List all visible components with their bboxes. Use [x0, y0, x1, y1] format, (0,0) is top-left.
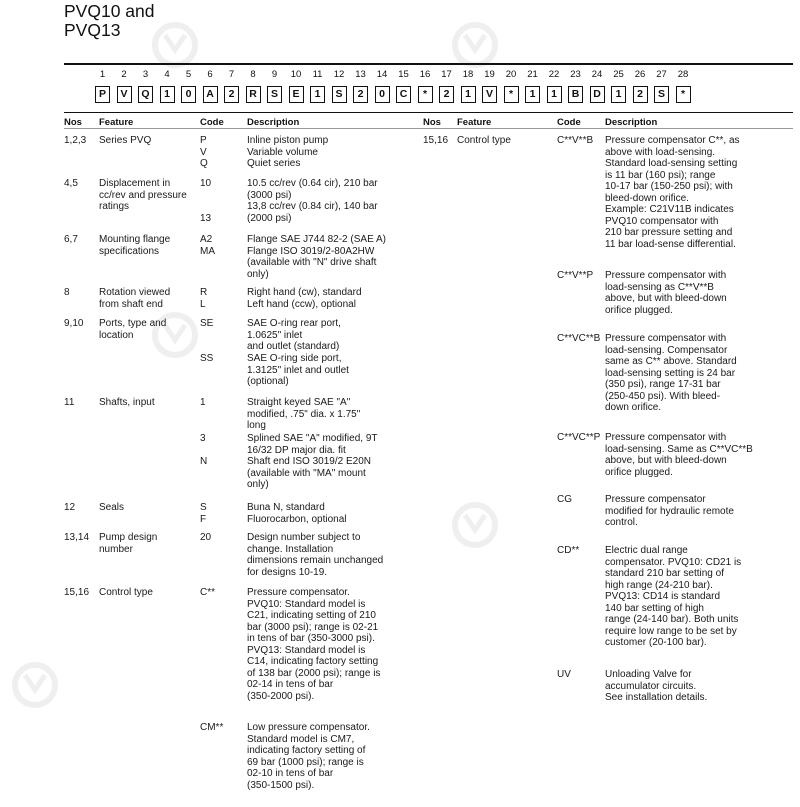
option-code: CM**: [200, 722, 224, 733]
code-box: 1: [611, 86, 626, 103]
option-code: UV: [557, 669, 571, 680]
header-rule: [64, 128, 793, 129]
option-nos: 1,2,3: [64, 135, 87, 146]
option-code: C**V**B: [557, 135, 594, 146]
option-nos: 4,5: [64, 178, 78, 189]
position-number: 16: [419, 69, 431, 80]
code-box: *: [676, 86, 691, 103]
code-box: S: [267, 86, 282, 103]
position-number: 10: [290, 69, 302, 80]
option-feature: Series PVQ: [99, 135, 152, 146]
code-box: A: [203, 86, 218, 103]
position-number: 13: [355, 69, 366, 80]
option-description: Right hand (cw), standard Left hand (ccw), optional: [247, 287, 362, 310]
option-feature: Pump design number: [99, 532, 158, 555]
code-box: Q: [138, 86, 153, 103]
model-code-boxes: [0, 86, 800, 108]
header-description-left: Description: [247, 117, 300, 128]
code-box: V: [117, 86, 132, 103]
title-line-1: PVQ10 and: [64, 1, 155, 21]
position-number: 6: [207, 69, 213, 80]
code-box: S: [332, 86, 347, 103]
option-description: Pressure compensator. PVQ10: Standard model is C21, indicating setting of 210 bar (3000 psi); range is 02-21 in tens of bar (350-3000 psi). PVQ13: Standard model is C14, indicating factory setting of 138 bar (2000 psi); range is 02-14 in tens of bar (350-2000 psi).: [247, 587, 381, 702]
option-description: Flange SAE J744 82-2 (SAE A) Flange ISO 3019/2-80A2HW (available with "N" drive shaft only): [247, 234, 386, 280]
option-code: S F: [200, 502, 207, 525]
option-code: A2 MA: [200, 234, 215, 257]
code-box: 2: [439, 86, 454, 103]
option-code: SS: [200, 353, 214, 364]
option-code: 20: [200, 532, 212, 543]
option-feature: Shafts, input: [99, 397, 155, 408]
page-title: [64, 2, 154, 40]
header-feature-right: Feature: [457, 117, 492, 128]
position-number: 5: [185, 69, 192, 80]
watermark-logo-4: [450, 500, 520, 550]
option-code: SE: [200, 318, 214, 329]
position-number: 7: [228, 69, 235, 80]
position-numbers-row: [0, 68, 800, 81]
position-number: 28: [677, 69, 689, 80]
watermark-logo-5: [10, 660, 80, 710]
option-code: CG: [557, 494, 572, 505]
option-description: Pressure compensator with load-sensing. Compensator same as C** above. Standard load-sensing setting is 24 bar (350 psi), range 17-31 bar (250-450 psi). With bleed- down orifice.: [605, 333, 737, 413]
option-feature: Ports, type and location: [99, 318, 167, 341]
option-feature: Control type: [99, 587, 153, 598]
header-nos-right: Nos: [423, 117, 441, 128]
code-box: B: [568, 86, 583, 103]
option-nos: 9,10: [64, 318, 84, 329]
code-box: S: [654, 86, 669, 103]
option-description: Pressure compensator C**, as above with load-sensing. Standard load-sensing setting is 11 bar (160 psi); range 10-17 bar (150-250 psi); with bleed-down orifice. Example: C21V11B indicates PVQ10 compensator with 210 bar pressure setting and 11 bar load-sense differential.: [605, 135, 740, 250]
option-code: C**VC**B: [557, 333, 601, 344]
position-number: 23: [570, 69, 581, 80]
title-line-2: PVQ13: [64, 20, 121, 40]
option-code: R L: [200, 287, 208, 310]
top-rule: [64, 63, 793, 65]
option-description: Straight keyed SAE "A" modified, .75" dia. x 1.75" long: [247, 397, 361, 431]
position-number: 22: [548, 69, 560, 80]
code-box: 2: [224, 86, 239, 103]
option-description: Splined SAE "A" modified, 9T 16/32 DP major dia. fit Shaft end ISO 3019/2 E20N (available with "MA" mount only): [247, 433, 378, 490]
position-number: 18: [462, 69, 474, 80]
code-box: 1: [547, 86, 562, 103]
code-box: 0: [181, 86, 196, 103]
code-rule: [64, 112, 793, 113]
position-number: 9: [271, 69, 278, 80]
option-description: Unloading Valve for accumulator circuits. See installation details.: [605, 669, 708, 703]
position-number: 1: [99, 69, 106, 80]
code-box: 1: [160, 86, 175, 103]
position-number: 3: [142, 69, 149, 80]
option-nos: 13,14: [64, 532, 90, 543]
position-number: 4: [164, 69, 170, 80]
option-code: 3 N: [200, 433, 208, 467]
code-box: D: [590, 86, 605, 103]
option-nos: 15,16: [423, 135, 449, 146]
option-description: Pressure compensator modified for hydraulic remote control.: [605, 494, 734, 528]
code-box: V: [482, 86, 497, 103]
code-box: 2: [633, 86, 648, 103]
position-number: 17: [441, 69, 452, 80]
position-number: 8: [250, 69, 256, 80]
code-box: 2: [353, 86, 368, 103]
header-nos-left: Nos: [64, 117, 82, 128]
option-description: Inline piston pump Variable volume Quiet series: [247, 135, 329, 169]
option-code: C**V**P: [557, 270, 594, 281]
code-box: *: [504, 86, 519, 103]
option-description: Pressure compensator with load-sensing. Same as C**VC**B above, but with bleed-down orifice plugged.: [605, 432, 753, 478]
position-number: 15: [398, 69, 409, 80]
code-box: 1: [525, 86, 540, 103]
position-number: 11: [312, 69, 323, 80]
code-box: 1: [310, 86, 325, 103]
option-code: C**: [200, 587, 216, 598]
option-feature: Displacement in cc/rev and pressure ratings: [99, 178, 187, 212]
option-description: 10.5 cc/rev (0.64 cir), 210 bar (3000 psi) 13,8 cc/rev (0.84 cir), 140 bar (2000 psi): [247, 178, 378, 224]
option-description: SAE O-ring rear port, 1.0625" inlet and outlet (standard): [247, 318, 341, 352]
option-description: Buna N, standard Fluorocarbon, optional: [247, 502, 347, 525]
option-code: 1: [200, 397, 206, 408]
option-description: SAE O-ring side port, 1.3125" inlet and outlet (optional): [247, 353, 349, 387]
option-code: CD**: [557, 545, 580, 556]
position-number: 19: [484, 69, 495, 80]
code-box: 0: [375, 86, 390, 103]
header-feature-left: Feature: [99, 117, 134, 128]
header-description-right: Description: [605, 117, 658, 128]
option-code: 10 13: [200, 178, 212, 224]
position-number: 27: [656, 69, 667, 80]
option-description: Design number subject to change. Installation dimensions remain unchanged for designs 10-19.: [247, 532, 384, 578]
option-nos: 11: [64, 397, 75, 408]
option-feature: Rotation viewed from shaft end: [99, 287, 171, 310]
option-nos: 6,7: [64, 234, 78, 245]
position-number: 12: [333, 69, 345, 80]
position-number: 2: [121, 69, 127, 80]
option-nos: 12: [64, 502, 76, 513]
header-code-right: Code: [557, 117, 581, 128]
option-nos: 8: [64, 287, 70, 298]
code-box: R: [246, 86, 261, 103]
position-number: 25: [613, 69, 624, 80]
position-number: 21: [527, 69, 538, 80]
option-description: Pressure compensator with load-sensing as C**V**B above, but with bleed-down orifice plugged.: [605, 270, 727, 316]
option-code: C**VC**P: [557, 432, 601, 443]
option-feature: Mounting flange specifications: [99, 234, 171, 257]
header-code-left: Code: [200, 117, 224, 128]
position-number: 26: [634, 69, 646, 80]
position-number: 20: [505, 69, 517, 80]
option-feature: Seals: [99, 502, 125, 513]
code-box: C: [396, 86, 411, 103]
code-box: P: [95, 86, 110, 103]
option-description: Low pressure compensator. Standard model is CM7, indicating factory setting of 69 bar (1000 psi); range is 02-10 in tens of bar (350-1500 psi).: [247, 722, 370, 791]
option-feature: Control type: [457, 135, 511, 146]
option-code: P V Q: [200, 135, 208, 169]
code-box: E: [289, 86, 304, 103]
option-description: Electric dual range compensator. PVQ10: CD21 is standard 210 bar setting of high range (24-210 bar). PVQ13: CD14 is standard 140 bar setting of high range (24-140 bar). Both units require low range to be set by customer (20-100 bar).: [605, 545, 742, 648]
option-nos: 15,16: [64, 587, 90, 598]
code-box: 1: [461, 86, 476, 103]
position-number: 24: [591, 69, 603, 80]
code-box: *: [418, 86, 433, 103]
position-number: 14: [376, 69, 388, 80]
